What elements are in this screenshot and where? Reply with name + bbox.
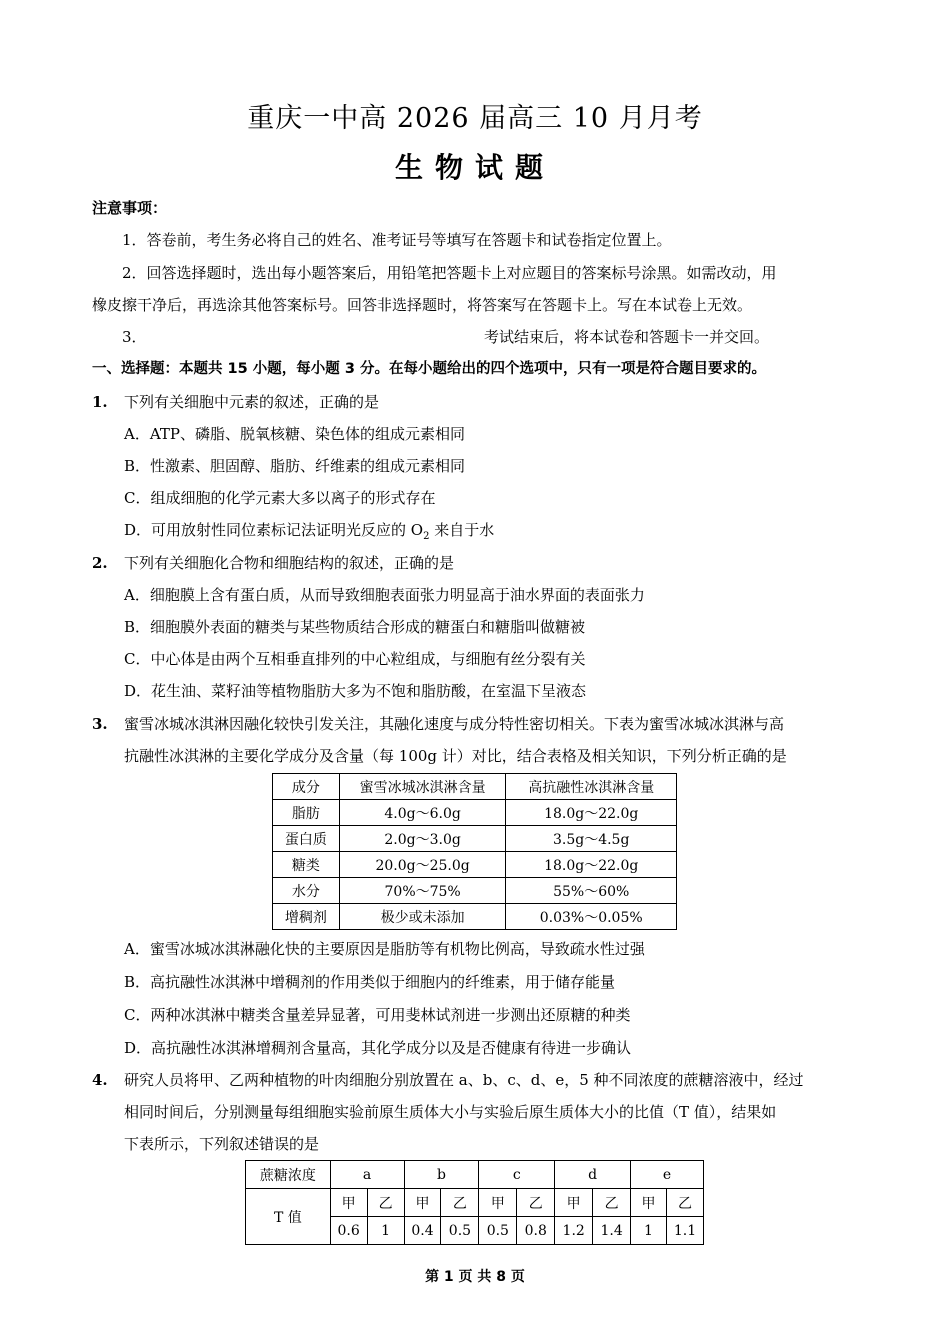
table-cell: 2.0g～3.0g (339, 826, 506, 852)
question-2-option-a: A．细胞膜上含有蛋白质，从而导致细胞表面张力明显高于油水界面的表面张力 (124, 586, 645, 604)
question-2-option-d: D．花生油、菜籽油等植物脂肪大多为不饱和脂肪酸，在室温下呈液态 (124, 682, 587, 700)
table-cell: 3.5g～4.5g (506, 826, 677, 852)
table-cell: 乙 (593, 1189, 631, 1217)
question-1-option-c: C．组成细胞的化学元素大多以离子的形式存在 (124, 489, 436, 507)
table-row (246, 1189, 704, 1217)
table-cell: 甲 (479, 1189, 517, 1217)
question-1-stem: 下列有关细胞中元素的叙述，正确的是 (124, 393, 380, 411)
table-row (273, 904, 677, 930)
table-cell: 增稠剂 (273, 904, 340, 930)
option-d-text: D．可用放射性同位素标记法证明光反应的 O (124, 521, 424, 539)
table-cell: 乙 (367, 1189, 404, 1217)
table-cell: 乙 (441, 1189, 479, 1217)
exam-title: 重庆一中高 2026 届高三 10 月月考 (247, 103, 703, 134)
table-header-cell: c (479, 1161, 555, 1189)
table-cell: 18.0g～22.0g (506, 800, 677, 826)
table-cell: 0.4 (404, 1217, 441, 1245)
page-footer: 第 1 页 共 8 页 (425, 1269, 525, 1285)
question-4-number: 4. (92, 1071, 108, 1089)
section-heading: 一、选择题：本题共 15 小题，每小题 3 分。在每小题给出的四个选项中，只有一项是符合题目要求的。 (92, 361, 766, 377)
table-cell: 0.6 (330, 1217, 367, 1245)
table-cell: 甲 (404, 1189, 441, 1217)
table-cell: 甲 (555, 1189, 593, 1217)
table-cell: 0.5 (441, 1217, 479, 1245)
table-header-cell: e (631, 1161, 704, 1189)
table-header-cell: 蜜雪冰城冰淇淋含量 (339, 774, 506, 800)
table-cell: 1 (631, 1217, 667, 1245)
question-1-option-d (124, 519, 494, 548)
question-3-option-a: A．蜜雪冰城冰淇淋融化快的主要原因是脂肪等有机物比例高，导致疏水性过强 (124, 940, 645, 958)
question-3-number: 3. (92, 715, 108, 733)
table-cell: 4.0g～6.0g (339, 800, 506, 826)
exam-subtitle: 生物试题 (394, 151, 555, 184)
question-4-stem-line-1: 研究人员将甲、乙两种植物的叶肉细胞分别放置在 a、b、c、d、e，5 种不同浓度的蔗糖溶液中，经过 (124, 1071, 804, 1089)
table-cell: 蛋白质 (273, 826, 340, 852)
table-row (273, 800, 677, 826)
question-3-stem-line-1: 蜜雪冰城冰淇淋因融化较快引发关注，其融化速度与成分特性密切相关。下表为蜜雪冰城冰淇淋与高 (124, 715, 785, 733)
table-cell: 乙 (666, 1189, 703, 1217)
table-cell: 脂肪 (273, 800, 340, 826)
question-1-number: 1. (92, 393, 108, 411)
table-header-cell: 成分 (273, 774, 340, 800)
table-header-cell: b (404, 1161, 479, 1189)
table-cell: 1 (367, 1217, 404, 1245)
table-header-row (273, 774, 677, 800)
question-4-table (245, 1160, 704, 1245)
notice-item-1: 1．答卷前，考生务必将自己的姓名、准考证号等填写在答题卡和试卷指定位置上。 (122, 231, 672, 249)
question-2-option-c: C．中心体是由两个互相垂直排列的中心粒组成，与细胞有丝分裂有关 (124, 650, 586, 668)
notice-item-2-line-2: 橡皮擦干净后，再选涂其他答案标号。回答非选择题时，将答案写在答题卡上。写在本试卷上无效。 (92, 296, 753, 314)
table-cell: 55%～60% (506, 878, 677, 904)
question-4-stem-line-2: 相同时间后，分别测量每组细胞实验前原生质体大小与实验后原生质体大小的比值（T 值），结果如 (124, 1103, 777, 1121)
table-header-cell: d (555, 1161, 631, 1189)
question-1-option-b: B．性激素、胆固醇、脂肪、纤维素的组成元素相同 (124, 457, 466, 475)
question-3-option-b: B．高抗融性冰淇淋中增稠剂的作用类似于细胞内的纤维素，用于储存能量 (124, 973, 616, 991)
question-1-option-a: A．ATP、磷脂、脱氧核糖、染色体的组成元素相同 (124, 425, 465, 443)
table-header-cell: 蔗糖浓度 (246, 1161, 331, 1189)
question-4-stem-line-3: 下表所示，下列叙述错误的是 (124, 1135, 320, 1153)
question-3-stem-line-2: 抗融性冰淇淋的主要化学成分及含量（每 100g 计）对比，结合表格及相关知识，下列分析正确的是 (124, 747, 787, 765)
table-cell: 乙 (517, 1189, 555, 1217)
option-d-text-end: 来自于水 (429, 521, 495, 539)
table-cell: 1.4 (593, 1217, 631, 1245)
table-cell: 糖类 (273, 852, 340, 878)
question-2-number: 2. (92, 554, 108, 572)
table-cell: 0.8 (517, 1217, 555, 1245)
question-3-table (272, 773, 677, 930)
table-header-cell: a (330, 1161, 404, 1189)
table-cell: 20.0g～25.0g (339, 852, 506, 878)
subscript: 2 (423, 531, 430, 542)
table-cell: 1.2 (555, 1217, 593, 1245)
table-cell: 0.03%～0.05% (506, 904, 677, 930)
question-3-option-c: C．两种冰淇淋中糖类含量差异显著，可用斐林试剂进一步测出还原糖的种类 (124, 1006, 631, 1024)
table-cell: 水分 (273, 878, 340, 904)
table-cell: 70%～75% (339, 878, 506, 904)
table-cell: 甲 (330, 1189, 367, 1217)
table-cell: 极少或未添加 (339, 904, 506, 930)
table-header-cell: 高抗融性冰淇淋含量 (506, 774, 677, 800)
table-header-cell: T 值 (246, 1189, 331, 1245)
question-2-option-b: B．细胞膜外表面的糖类与某些物质结合形成的糖蛋白和糖脂叫做糖被 (124, 618, 586, 636)
table-cell: 0.5 (479, 1217, 517, 1245)
table-cell: 甲 (631, 1189, 667, 1217)
notice-heading: 注意事项： (92, 199, 168, 217)
table-row (273, 852, 677, 878)
notice-item-3-number: 3． (122, 328, 147, 346)
notice-item-2-line-1: 2．回答选择题时，选出每小题答案后，用铅笔把答题卡上对应题目的答案标号涂黑。如需改动，用 (122, 264, 777, 282)
table-header-row (246, 1161, 704, 1189)
table-cell: 18.0g～22.0g (506, 852, 677, 878)
table-row (273, 826, 677, 852)
question-2-stem: 下列有关细胞化合物和细胞结构的叙述，正确的是 (124, 554, 455, 572)
table-row (273, 878, 677, 904)
table-cell: 1.1 (666, 1217, 703, 1245)
notice-item-3: 考试结束后，将本试卷和答题卡一并交回。 (484, 328, 770, 346)
question-3-option-d: D．高抗融性冰淇淋增稠剂含量高，其化学成分以及是否健康有待进一步确认 (124, 1039, 632, 1057)
